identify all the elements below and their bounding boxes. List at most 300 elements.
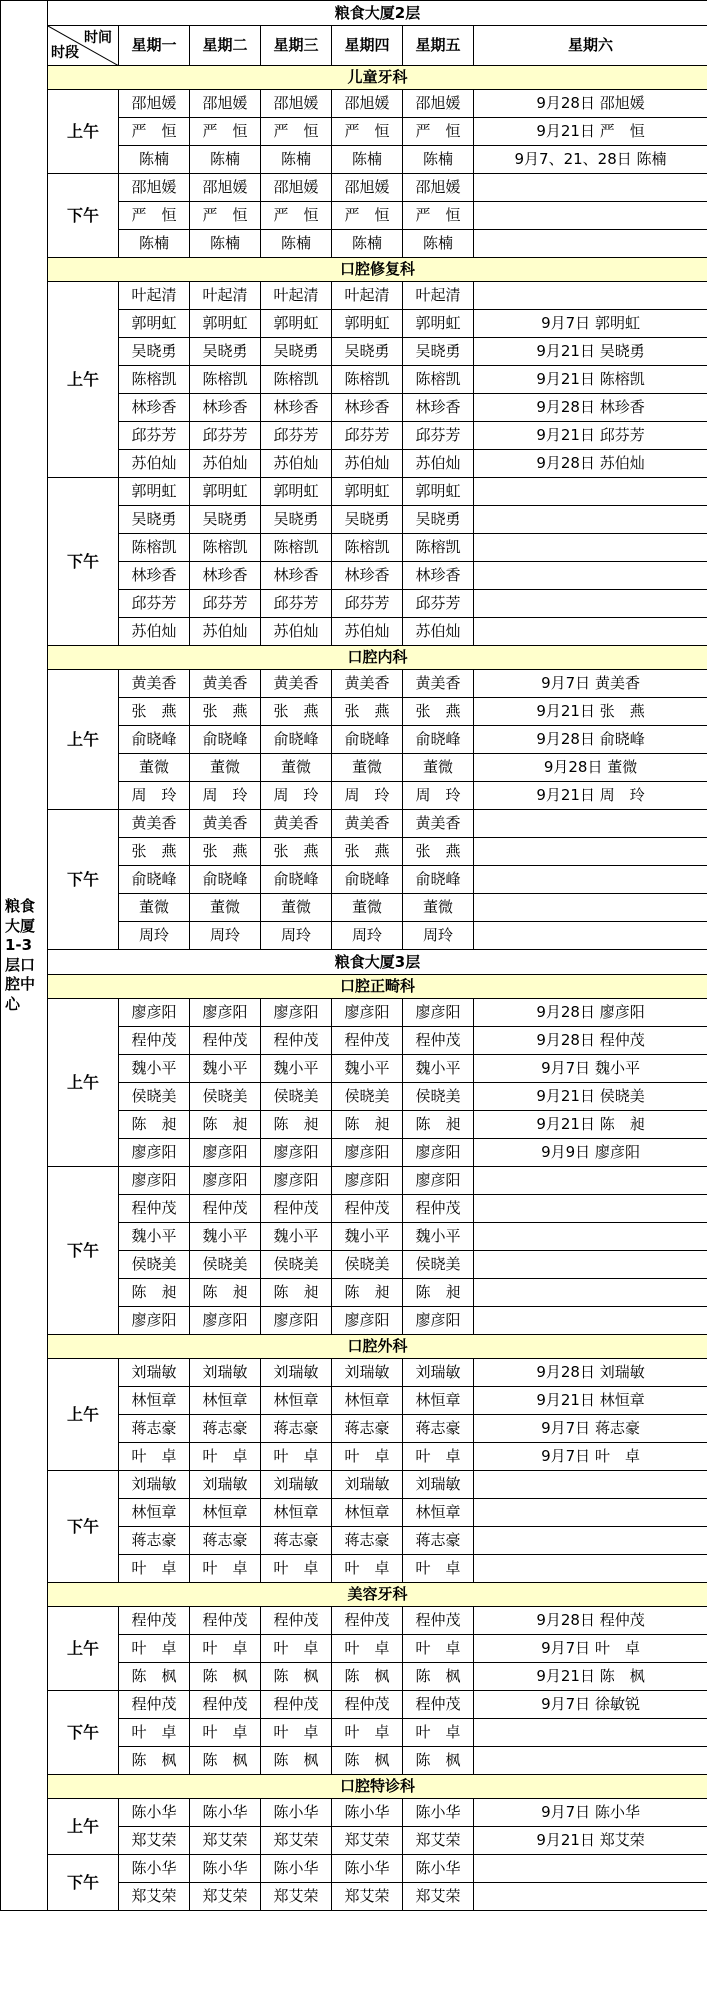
- saturday-cell: 9月7日 魏小平: [474, 1055, 707, 1083]
- weekday-doctor-cell: 刘瑞敏: [403, 1471, 474, 1499]
- weekday-doctor-cell: 苏伯灿: [190, 618, 261, 646]
- weekday-doctor-cell: 廖彦阳: [261, 1167, 332, 1195]
- saturday-cell: 9月21日 陈 昶: [474, 1111, 707, 1139]
- weekday-doctor-cell: 董微: [332, 894, 403, 922]
- weekday-doctor-cell: 林珍香: [119, 394, 190, 422]
- weekday-doctor-cell: 林珍香: [261, 394, 332, 422]
- weekday-doctor-cell: 程仲茂: [119, 1607, 190, 1635]
- weekday-doctor-cell: 廖彦阳: [261, 1307, 332, 1335]
- saturday-cell: 9月7日 陈小华: [474, 1799, 707, 1827]
- weekday-doctor-cell: 刘瑞敏: [332, 1359, 403, 1387]
- weekday-doctor-cell: 周 玲: [119, 782, 190, 810]
- weekday-doctor-cell: 刘瑞敏: [261, 1359, 332, 1387]
- weekday-doctor-cell: 魏小平: [332, 1055, 403, 1083]
- saturday-cell: [474, 506, 707, 534]
- weekday-doctor-cell: 俞晓峰: [261, 866, 332, 894]
- weekday-doctor-cell: 廖彦阳: [403, 1307, 474, 1335]
- weekday-doctor-cell: 吴晓勇: [190, 338, 261, 366]
- saturday-cell: 9月28日 苏伯灿: [474, 450, 707, 478]
- saturday-cell: 9月21日 侯晓美: [474, 1083, 707, 1111]
- weekday-doctor-cell: 叶 卓: [261, 1635, 332, 1663]
- header-row: [1, 26, 707, 66]
- weekday-doctor-cell: 叶 卓: [261, 1443, 332, 1471]
- weekday-doctor-cell: 陈 昶: [332, 1111, 403, 1139]
- weekday-doctor-cell: 侯晓美: [190, 1083, 261, 1111]
- weekday-doctor-cell: 陈 昶: [261, 1279, 332, 1307]
- weekday-doctor-cell: 邱芬芳: [190, 422, 261, 450]
- weekday-doctor-cell: 张 燕: [332, 838, 403, 866]
- saturday-cell: [474, 1883, 707, 1911]
- saturday-cell: [474, 618, 707, 646]
- weekday-doctor-cell: 严 恒: [190, 118, 261, 146]
- weekday-doctor-cell: 严 恒: [190, 202, 261, 230]
- saturday-cell: 9月21日 周 玲: [474, 782, 707, 810]
- weekday-doctor-cell: 俞晓峰: [261, 726, 332, 754]
- weekday-doctor-cell: 魏小平: [119, 1223, 190, 1251]
- department-row: [1, 1335, 707, 1359]
- period-label: 上午: [48, 999, 119, 1167]
- weekday-doctor-cell: 邵旭媛: [119, 90, 190, 118]
- weekday-doctor-cell: 陈小华: [119, 1799, 190, 1827]
- weekday-doctor-cell: 程仲茂: [190, 1691, 261, 1719]
- saturday-cell: 9月7日 徐敏锐: [474, 1691, 707, 1719]
- doctor-row: [1, 1855, 707, 1883]
- weekday-doctor-cell: 郑艾荣: [119, 1883, 190, 1911]
- weekday-doctor-cell: 廖彦阳: [332, 1167, 403, 1195]
- weekday-doctor-cell: 张 燕: [403, 698, 474, 726]
- weekday-doctor-cell: 侯晓美: [403, 1251, 474, 1279]
- weekday-doctor-cell: 陈 枫: [119, 1663, 190, 1691]
- weekday-doctor-cell: 刘瑞敏: [119, 1359, 190, 1387]
- weekday-doctor-cell: 严 恒: [403, 202, 474, 230]
- weekday-doctor-cell: 吴晓勇: [403, 338, 474, 366]
- weekday-doctor-cell: 林珍香: [119, 562, 190, 590]
- weekday-doctor-cell: 黄美香: [332, 810, 403, 838]
- saturday-cell: [474, 230, 707, 258]
- department-row: [1, 66, 707, 90]
- weekday-doctor-cell: 程仲茂: [190, 1195, 261, 1223]
- building-title: 粮食大厦2层: [48, 1, 707, 26]
- weekday-doctor-cell: 刘瑞敏: [261, 1471, 332, 1499]
- weekday-doctor-cell: 严 恒: [119, 202, 190, 230]
- weekday-doctor-cell: 董微: [190, 754, 261, 782]
- weekday-doctor-cell: 吴晓勇: [119, 506, 190, 534]
- weekday-doctor-cell: 严 恒: [119, 118, 190, 146]
- weekday-doctor-cell: 廖彦阳: [403, 1139, 474, 1167]
- weekday-doctor-cell: 林珍香: [190, 562, 261, 590]
- weekday-doctor-cell: 程仲茂: [190, 1607, 261, 1635]
- saturday-cell: [474, 1223, 707, 1251]
- weekday-doctor-cell: 陈 枫: [190, 1747, 261, 1775]
- saturday-cell: [474, 590, 707, 618]
- weekday-doctor-cell: 陈 昶: [403, 1279, 474, 1307]
- saturday-cell: 9月28日 程仲茂: [474, 1607, 707, 1635]
- weekday-doctor-cell: 黄美香: [119, 670, 190, 698]
- weekday-doctor-cell: 林珍香: [332, 394, 403, 422]
- weekday-doctor-cell: 叶起清: [332, 282, 403, 310]
- saturday-cell: 9月28日 廖彦阳: [474, 999, 707, 1027]
- weekday-doctor-cell: 叶 卓: [119, 1719, 190, 1747]
- weekday-doctor-cell: 程仲茂: [403, 1027, 474, 1055]
- weekday-doctor-cell: 黄美香: [190, 670, 261, 698]
- day-header: 星期一: [119, 26, 190, 66]
- weekday-doctor-cell: 董微: [403, 894, 474, 922]
- weekday-doctor-cell: 董微: [190, 894, 261, 922]
- saturday-cell: [474, 866, 707, 894]
- weekday-doctor-cell: 侯晓美: [261, 1251, 332, 1279]
- saturday-cell: 9月21日 邱芬芳: [474, 422, 707, 450]
- saturday-cell: [474, 922, 707, 950]
- weekday-doctor-cell: 郭明虹: [190, 310, 261, 338]
- weekday-doctor-cell: 邱芬芳: [261, 422, 332, 450]
- weekday-doctor-cell: 邱芬芳: [190, 590, 261, 618]
- weekday-doctor-cell: 俞晓峰: [119, 866, 190, 894]
- weekday-doctor-cell: 叶 卓: [190, 1555, 261, 1583]
- weekday-doctor-cell: 陈楠: [119, 146, 190, 174]
- weekday-doctor-cell: 黄美香: [119, 810, 190, 838]
- saturday-cell: 9月7日 郭明虹: [474, 310, 707, 338]
- weekday-doctor-cell: 叶起清: [403, 282, 474, 310]
- weekday-doctor-cell: 郑艾荣: [261, 1827, 332, 1855]
- weekday-doctor-cell: 蒋志豪: [119, 1527, 190, 1555]
- weekday-doctor-cell: 董微: [403, 754, 474, 782]
- weekday-doctor-cell: 黄美香: [403, 810, 474, 838]
- department-title: 美容牙科: [48, 1583, 707, 1607]
- saturday-cell: [474, 282, 707, 310]
- weekday-doctor-cell: 陈榕凯: [190, 366, 261, 394]
- weekday-doctor-cell: 郑艾荣: [403, 1827, 474, 1855]
- weekday-doctor-cell: 叶起清: [190, 282, 261, 310]
- weekday-doctor-cell: 俞晓峰: [332, 866, 403, 894]
- saturday-cell: 9月21日 林恒章: [474, 1387, 707, 1415]
- weekday-doctor-cell: 林恒章: [332, 1499, 403, 1527]
- weekday-doctor-cell: 廖彦阳: [190, 1139, 261, 1167]
- weekday-doctor-cell: 吴晓勇: [403, 506, 474, 534]
- weekday-doctor-cell: 陈小华: [332, 1855, 403, 1883]
- saturday-cell: 9月9日 廖彦阳: [474, 1139, 707, 1167]
- weekday-doctor-cell: 叶起清: [119, 282, 190, 310]
- weekday-doctor-cell: 陈榕凯: [190, 534, 261, 562]
- weekday-doctor-cell: 陈楠: [261, 230, 332, 258]
- weekday-doctor-cell: 林恒章: [119, 1387, 190, 1415]
- weekday-doctor-cell: 程仲茂: [190, 1027, 261, 1055]
- saturday-cell: 9月7日 叶 卓: [474, 1443, 707, 1471]
- weekday-doctor-cell: 侯晓美: [119, 1251, 190, 1279]
- department-row: [1, 975, 707, 999]
- weekday-doctor-cell: 苏伯灿: [119, 450, 190, 478]
- weekday-doctor-cell: 林恒章: [261, 1387, 332, 1415]
- weekday-doctor-cell: 郭明虹: [119, 310, 190, 338]
- department-row: [1, 646, 707, 670]
- weekday-doctor-cell: 邱芬芳: [332, 590, 403, 618]
- saturday-cell: 9月21日 严 恒: [474, 118, 707, 146]
- weekday-doctor-cell: 叶起清: [261, 282, 332, 310]
- saturday-cell: [474, 1279, 707, 1307]
- weekday-doctor-cell: 叶 卓: [119, 1555, 190, 1583]
- weekday-doctor-cell: 陈 枫: [119, 1747, 190, 1775]
- building-row: [1, 1, 707, 26]
- doctor-row: [1, 282, 707, 310]
- weekday-doctor-cell: 陈小华: [190, 1799, 261, 1827]
- weekday-doctor-cell: 苏伯灿: [261, 450, 332, 478]
- weekday-doctor-cell: 董微: [261, 894, 332, 922]
- period-label: 下午: [48, 810, 119, 950]
- weekday-doctor-cell: 程仲茂: [261, 1691, 332, 1719]
- weekday-doctor-cell: 俞晓峰: [119, 726, 190, 754]
- weekday-doctor-cell: 廖彦阳: [190, 999, 261, 1027]
- weekday-doctor-cell: 刘瑞敏: [403, 1359, 474, 1387]
- weekday-doctor-cell: 苏伯灿: [190, 450, 261, 478]
- weekday-doctor-cell: 蒋志豪: [190, 1527, 261, 1555]
- weekday-doctor-cell: 张 燕: [332, 698, 403, 726]
- weekday-doctor-cell: 严 恒: [332, 118, 403, 146]
- weekday-doctor-cell: 郭明虹: [403, 310, 474, 338]
- weekday-doctor-cell: 廖彦阳: [190, 1307, 261, 1335]
- weekday-doctor-cell: 郭明虹: [190, 478, 261, 506]
- weekday-doctor-cell: 周玲: [403, 922, 474, 950]
- weekday-doctor-cell: 黄美香: [261, 810, 332, 838]
- saturday-cell: 9月28日 邵旭媛: [474, 90, 707, 118]
- period-label: 上午: [48, 1799, 119, 1855]
- weekday-doctor-cell: 魏小平: [403, 1055, 474, 1083]
- weekday-doctor-cell: 邵旭媛: [190, 174, 261, 202]
- saturday-cell: 9月7、21、28日 陈楠: [474, 146, 707, 174]
- saturday-cell: [474, 1167, 707, 1195]
- corner-period-label: 时段: [51, 44, 79, 61]
- department-row: [1, 258, 707, 282]
- saturday-cell: 9月28日 林珍香: [474, 394, 707, 422]
- saturday-cell: [474, 202, 707, 230]
- weekday-doctor-cell: 蒋志豪: [261, 1527, 332, 1555]
- weekday-doctor-cell: 苏伯灿: [403, 618, 474, 646]
- weekday-doctor-cell: 周 玲: [332, 782, 403, 810]
- weekday-doctor-cell: 叶 卓: [403, 1555, 474, 1583]
- saturday-cell: 9月7日 叶 卓: [474, 1635, 707, 1663]
- weekday-doctor-cell: 郑艾荣: [403, 1883, 474, 1911]
- weekday-doctor-cell: 林恒章: [190, 1387, 261, 1415]
- weekday-doctor-cell: 周玲: [332, 922, 403, 950]
- weekday-doctor-cell: 黄美香: [261, 670, 332, 698]
- doctor-row: [1, 1691, 707, 1719]
- weekday-doctor-cell: 陈楠: [332, 146, 403, 174]
- weekday-doctor-cell: 程仲茂: [403, 1607, 474, 1635]
- department-title: 口腔特诊科: [48, 1775, 707, 1799]
- saturday-cell: [474, 562, 707, 590]
- weekday-doctor-cell: 邵旭媛: [332, 174, 403, 202]
- weekday-doctor-cell: 陈榕凯: [261, 366, 332, 394]
- weekday-doctor-cell: 张 燕: [119, 838, 190, 866]
- weekday-doctor-cell: 周 玲: [190, 782, 261, 810]
- weekday-doctor-cell: 严 恒: [332, 202, 403, 230]
- weekday-doctor-cell: 侯晓美: [332, 1083, 403, 1111]
- doctor-row: [1, 1471, 707, 1499]
- saturday-cell: [474, 534, 707, 562]
- weekday-doctor-cell: 叶 卓: [119, 1635, 190, 1663]
- period-label: 下午: [48, 1855, 119, 1911]
- weekday-doctor-cell: 魏小平: [261, 1055, 332, 1083]
- weekday-doctor-cell: 邵旭媛: [261, 174, 332, 202]
- weekday-doctor-cell: 周 玲: [403, 782, 474, 810]
- weekday-doctor-cell: 蒋志豪: [403, 1415, 474, 1443]
- saturday-cell: 9月28日 俞晓峰: [474, 726, 707, 754]
- weekday-doctor-cell: 叶 卓: [190, 1635, 261, 1663]
- weekday-doctor-cell: 陈 枫: [261, 1663, 332, 1691]
- saturday-cell: [474, 1307, 707, 1335]
- weekday-doctor-cell: 陈榕凯: [332, 366, 403, 394]
- saturday-cell: [474, 1719, 707, 1747]
- weekday-doctor-cell: 魏小平: [403, 1223, 474, 1251]
- weekday-doctor-cell: 黄美香: [403, 670, 474, 698]
- weekday-doctor-cell: 程仲茂: [332, 1691, 403, 1719]
- weekday-doctor-cell: 叶 卓: [332, 1635, 403, 1663]
- weekday-doctor-cell: 苏伯灿: [403, 450, 474, 478]
- doctor-row: [1, 1607, 707, 1635]
- weekday-doctor-cell: 刘瑞敏: [190, 1471, 261, 1499]
- department-title: 儿童牙科: [48, 66, 707, 90]
- weekday-doctor-cell: 黄美香: [190, 810, 261, 838]
- weekday-doctor-cell: 陈榕凯: [403, 534, 474, 562]
- weekday-doctor-cell: 俞晓峰: [403, 726, 474, 754]
- weekday-doctor-cell: 程仲茂: [403, 1691, 474, 1719]
- weekday-doctor-cell: 郑艾荣: [119, 1827, 190, 1855]
- weekday-doctor-cell: 郑艾荣: [332, 1883, 403, 1911]
- weekday-doctor-cell: 吴晓勇: [261, 338, 332, 366]
- weekday-doctor-cell: 郑艾荣: [332, 1827, 403, 1855]
- weekday-doctor-cell: 吴晓勇: [119, 338, 190, 366]
- weekday-doctor-cell: 程仲茂: [119, 1195, 190, 1223]
- weekday-doctor-cell: 陈榕凯: [403, 366, 474, 394]
- saturday-cell: [474, 1555, 707, 1583]
- weekday-doctor-cell: 郑艾荣: [261, 1883, 332, 1911]
- weekday-doctor-cell: 林恒章: [332, 1387, 403, 1415]
- weekday-doctor-cell: 侯晓美: [261, 1083, 332, 1111]
- doctor-row: [1, 90, 707, 118]
- weekday-doctor-cell: 周玲: [190, 922, 261, 950]
- saturday-cell: 9月28日 程仲茂: [474, 1027, 707, 1055]
- weekday-doctor-cell: 陈小华: [261, 1855, 332, 1883]
- weekday-doctor-cell: 张 燕: [190, 838, 261, 866]
- weekday-doctor-cell: 陈 昶: [119, 1279, 190, 1307]
- weekday-doctor-cell: 廖彦阳: [403, 1167, 474, 1195]
- doctor-row: [1, 1359, 707, 1387]
- weekday-doctor-cell: 程仲茂: [332, 1027, 403, 1055]
- weekday-doctor-cell: 陈 昶: [332, 1279, 403, 1307]
- weekday-doctor-cell: 邵旭媛: [403, 90, 474, 118]
- weekday-doctor-cell: 陈 枫: [190, 1663, 261, 1691]
- weekday-doctor-cell: 俞晓峰: [190, 866, 261, 894]
- weekday-doctor-cell: 叶 卓: [403, 1719, 474, 1747]
- period-label: 下午: [48, 1167, 119, 1335]
- weekday-doctor-cell: 廖彦阳: [119, 1307, 190, 1335]
- period-label: 上午: [48, 90, 119, 174]
- weekday-doctor-cell: 叶 卓: [332, 1719, 403, 1747]
- weekday-doctor-cell: 程仲茂: [332, 1195, 403, 1223]
- weekday-doctor-cell: 陈 枫: [403, 1747, 474, 1775]
- weekday-doctor-cell: 叶 卓: [261, 1555, 332, 1583]
- weekday-doctor-cell: 刘瑞敏: [332, 1471, 403, 1499]
- saturday-cell: 9月28日 刘瑞敏: [474, 1359, 707, 1387]
- department-title: 口腔修复科: [48, 258, 707, 282]
- weekday-doctor-cell: 邵旭媛: [332, 90, 403, 118]
- weekday-doctor-cell: 陈楠: [190, 146, 261, 174]
- weekday-doctor-cell: 陈榕凯: [332, 534, 403, 562]
- weekday-doctor-cell: 廖彦阳: [403, 999, 474, 1027]
- weekday-doctor-cell: 吴晓勇: [190, 506, 261, 534]
- weekday-doctor-cell: 郭明虹: [119, 478, 190, 506]
- department-title: 口腔内科: [48, 646, 707, 670]
- weekday-doctor-cell: 张 燕: [261, 698, 332, 726]
- weekday-doctor-cell: 苏伯灿: [261, 618, 332, 646]
- weekday-doctor-cell: 林珍香: [190, 394, 261, 422]
- weekday-doctor-cell: 陈榕凯: [261, 534, 332, 562]
- weekday-doctor-cell: 侯晓美: [119, 1083, 190, 1111]
- weekday-doctor-cell: 邱芬芳: [332, 422, 403, 450]
- saturday-cell: [474, 1251, 707, 1279]
- weekday-doctor-cell: 魏小平: [190, 1055, 261, 1083]
- weekday-doctor-cell: 蒋志豪: [332, 1415, 403, 1443]
- weekday-doctor-cell: 吴晓勇: [332, 506, 403, 534]
- weekday-doctor-cell: 廖彦阳: [261, 1139, 332, 1167]
- weekday-doctor-cell: 蒋志豪: [403, 1527, 474, 1555]
- period-label: 上午: [48, 1607, 119, 1691]
- saturday-cell: 9月28日 董微: [474, 754, 707, 782]
- weekday-doctor-cell: 叶 卓: [403, 1443, 474, 1471]
- weekday-doctor-cell: 程仲茂: [119, 1691, 190, 1719]
- weekday-doctor-cell: 刘瑞敏: [190, 1359, 261, 1387]
- period-label: 上午: [48, 670, 119, 810]
- weekday-doctor-cell: 邵旭媛: [403, 174, 474, 202]
- department-title: 口腔正畸科: [48, 975, 707, 999]
- saturday-cell: 9月7日 黄美香: [474, 670, 707, 698]
- weekday-doctor-cell: 郑艾荣: [190, 1827, 261, 1855]
- weekday-doctor-cell: 侯晓美: [332, 1251, 403, 1279]
- weekday-doctor-cell: 郑艾荣: [190, 1883, 261, 1911]
- weekday-doctor-cell: 魏小平: [332, 1223, 403, 1251]
- weekday-doctor-cell: 廖彦阳: [332, 999, 403, 1027]
- weekday-doctor-cell: 邵旭媛: [261, 90, 332, 118]
- weekday-doctor-cell: 郭明虹: [332, 478, 403, 506]
- weekday-doctor-cell: 周玲: [261, 922, 332, 950]
- weekday-doctor-cell: 林恒章: [190, 1499, 261, 1527]
- period-label: 下午: [48, 1691, 119, 1775]
- weekday-doctor-cell: 苏伯灿: [332, 450, 403, 478]
- weekday-doctor-cell: 程仲茂: [261, 1195, 332, 1223]
- saturday-cell: [474, 1471, 707, 1499]
- weekday-doctor-cell: 邱芬芳: [403, 590, 474, 618]
- saturday-cell: [474, 838, 707, 866]
- weekday-doctor-cell: 刘瑞敏: [119, 1471, 190, 1499]
- corner-cell: [48, 26, 119, 66]
- weekday-doctor-cell: 廖彦阳: [119, 999, 190, 1027]
- weekday-doctor-cell: 陈楠: [332, 230, 403, 258]
- weekday-doctor-cell: 董微: [261, 754, 332, 782]
- weekday-doctor-cell: 蒋志豪: [332, 1527, 403, 1555]
- building-row: [1, 950, 707, 975]
- doctor-row: [1, 670, 707, 698]
- weekday-doctor-cell: 陈榕凯: [119, 534, 190, 562]
- weekday-doctor-cell: 郭明虹: [403, 478, 474, 506]
- weekday-doctor-cell: 廖彦阳: [332, 1139, 403, 1167]
- corner-time-label: 时间: [84, 30, 112, 46]
- saturday-cell: 9月21日 郑艾荣: [474, 1827, 707, 1855]
- weekday-doctor-cell: 叶 卓: [332, 1443, 403, 1471]
- weekday-doctor-cell: 程仲茂: [403, 1195, 474, 1223]
- weekday-doctor-cell: 林恒章: [403, 1387, 474, 1415]
- weekday-doctor-cell: 邵旭媛: [119, 174, 190, 202]
- weekday-doctor-cell: 董微: [332, 754, 403, 782]
- weekday-doctor-cell: 林恒章: [261, 1499, 332, 1527]
- period-label: 下午: [48, 174, 119, 258]
